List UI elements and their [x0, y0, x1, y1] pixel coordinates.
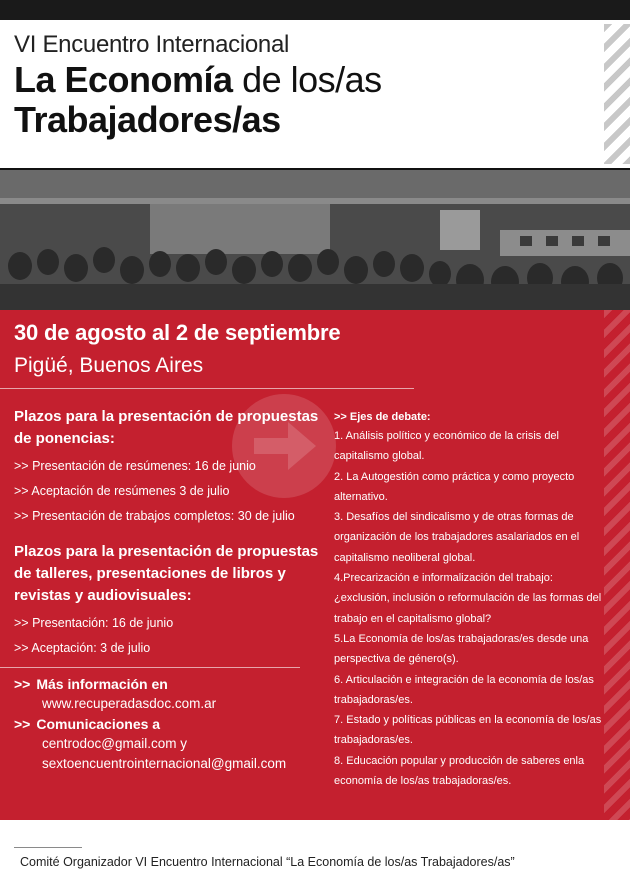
double-chevron-icon: >> [14, 676, 31, 692]
talleres-item: >> Presentación: 16 de junio [14, 616, 174, 630]
event-title-line-1 [14, 60, 594, 100]
ponencias-item: >> Aceptación de resúmenes 3 de julio [14, 484, 230, 498]
ejes-item: 6. Articulación e integración de la economía de los/as trabajadoras/es. [334, 673, 594, 706]
talleres-title: Plazos para la presentación de propuestas de talleres, presentaciones de libros y revistas y audiovisuales: [14, 543, 319, 604]
event-dates: 30 de agosto al 2 de septiembre [14, 320, 341, 345]
organizer-credit: Comité Organizador VI Encuentro Internacional “La Economía de los/as Trabajadores/as” [20, 855, 515, 869]
ejes-title: >> Ejes de debate: [334, 411, 431, 423]
more-info-heading [14, 674, 324, 694]
audience-photo [0, 168, 630, 312]
decorative-stripes-red [604, 310, 630, 820]
ejes-item: 1. Análisis político y económico de la crisis del capitalismo global. [334, 430, 559, 463]
more-info-url: www.recuperadasdoc.com.ar [42, 696, 217, 711]
talleres-item: >> Aceptación: 3 de julio [14, 641, 151, 655]
contact-email: centrodoc@gmail.com y [42, 736, 188, 751]
ejes-item: 5.La Economía de los/as trabajadoras/es desde una perspectiva de género(s). [334, 632, 589, 666]
title-light: de los/as [232, 59, 382, 100]
ejes-item: 3. Desafíos del sindicalismo y de otras formas de organización de los trabajadores asalariados en el capitalismo neoliberal global. [334, 511, 580, 564]
more-info-label: Más información en [36, 676, 168, 692]
double-chevron-icon: >> [14, 716, 31, 732]
divider [0, 667, 300, 668]
ponencias-title: Plazos para la presentación de propuestas de ponencias: [14, 408, 319, 447]
audience-photo-illustration [0, 170, 630, 312]
info-panel [0, 310, 630, 820]
footer-divider [14, 847, 82, 848]
event-place: Pigüé, Buenos Aires [14, 354, 204, 377]
contact-email: sextoencuentrointernacional@gmail.com [42, 756, 287, 771]
ponencias-item: >> Presentación de trabajos completos: 30 de julio [14, 509, 295, 523]
contact-heading [14, 714, 324, 734]
debate-axes-column [334, 408, 604, 791]
ejes-item: 8. Educación popular y producción de saberes enla economía de los/as trabajadoras/es. [334, 754, 585, 788]
header [14, 30, 594, 140]
title-bold-1: La Economía [14, 59, 233, 100]
deadlines-column [14, 406, 324, 774]
ejes-item: 7. Estado y políticas públicas en la economía de los/as trabajadoras/es. [334, 714, 602, 747]
divider [0, 388, 414, 389]
event-subtitle: VI Encuentro Internacional [14, 31, 290, 58]
title-bold-2: Trabajadores/as [14, 99, 281, 140]
decorative-stripes [604, 24, 630, 164]
top-bar [0, 0, 630, 20]
event-title-line-2 [14, 100, 594, 140]
contact-label: Comunicaciones a [36, 716, 161, 732]
ejes-item: 2. La Autogestión como práctica y como proyecto alternativo. [334, 470, 575, 503]
ejes-item: 4.Precarización e informalización del trabajo: ¿exclusión, inclusión o reformulación de las formas del trabajo en el capitalismo global? [334, 572, 602, 625]
ponencias-item: >> Presentación de resúmenes: 16 de junio [14, 459, 256, 473]
